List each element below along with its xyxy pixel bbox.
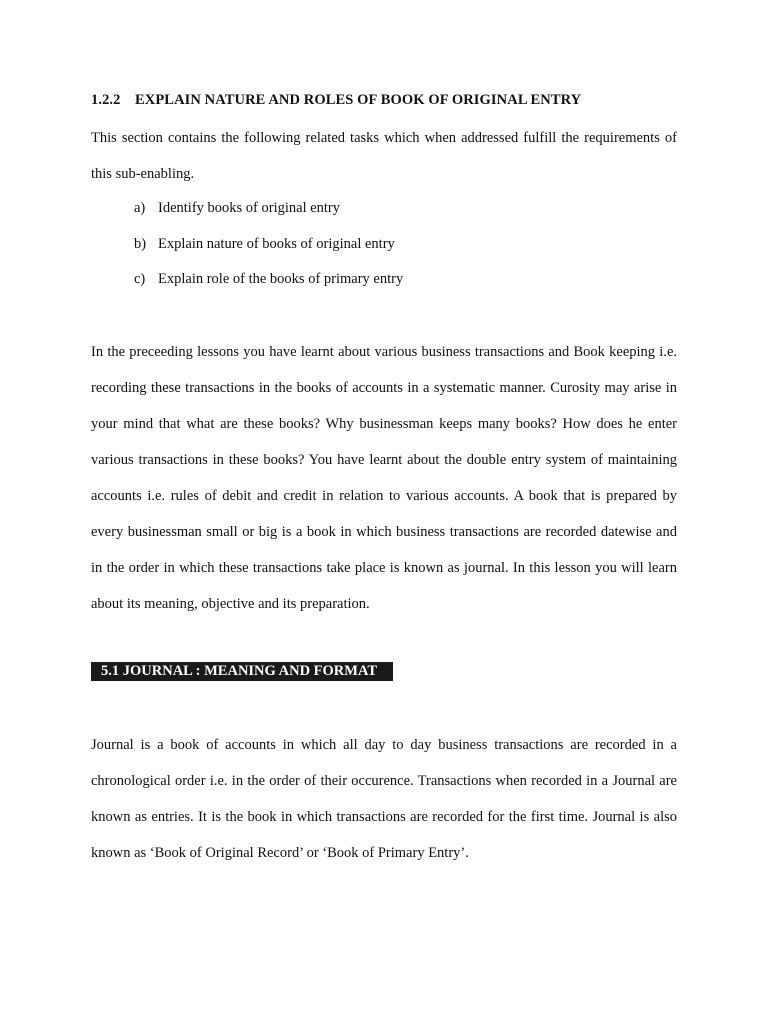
journal-paragraph: Journal is a book of accounts in which all day to day business transactions are recorded in a chronological order i.e. in the order of their occurence. Transactions when recorded in a Journal are known as entries. It is the book in which transactions are recorded for the first time. Journal is also known as ‘Book of Original Record’ or ‘Book of Primary Entry’.: [91, 737, 677, 861]
task-marker: b): [134, 236, 147, 252]
lesson-paragraph: In the preceeding lessons you have learnt about various business transactions and Book keeping i.e. recording these transactions in the books of accounts in a systematic manner. Curosity may arise in your mind that what are these books? Why businessman keeps many books? How does he enter various transactions in these books? You have learnt about the double entry system of maintaining accounts i.e. rules of debit and credit in relation to various accounts. A book that is prepared by every businessman small or big is a book in which business transactions are recorded datewise and in the order in which these transactions take place is known as journal. In this lesson you will learn about its meaning, objective and its preparation.: [91, 344, 677, 612]
task-text: Identify books of original entry: [158, 200, 341, 216]
section-title: EXPLAIN NATURE AND ROLES OF BOOK OF ORIGINAL ENTRY: [135, 92, 582, 108]
task-item-a: [134, 200, 340, 217]
section-number: 1.2.2: [91, 92, 121, 108]
section-heading: [91, 92, 581, 109]
task-item-b: [134, 236, 395, 253]
task-marker: c): [134, 271, 146, 287]
intro-paragraph: This section contains the following related tasks which when addressed fulfill the requirements of this sub-enabling.: [91, 130, 677, 182]
task-text: Explain nature of books of original entry: [158, 236, 395, 252]
section-banner: 5.1 JOURNAL : MEANING AND FORMAT: [91, 662, 393, 681]
task-marker: a): [134, 200, 146, 216]
task-item-c: [134, 271, 403, 288]
task-text: Explain role of the books of primary entry: [158, 271, 404, 287]
